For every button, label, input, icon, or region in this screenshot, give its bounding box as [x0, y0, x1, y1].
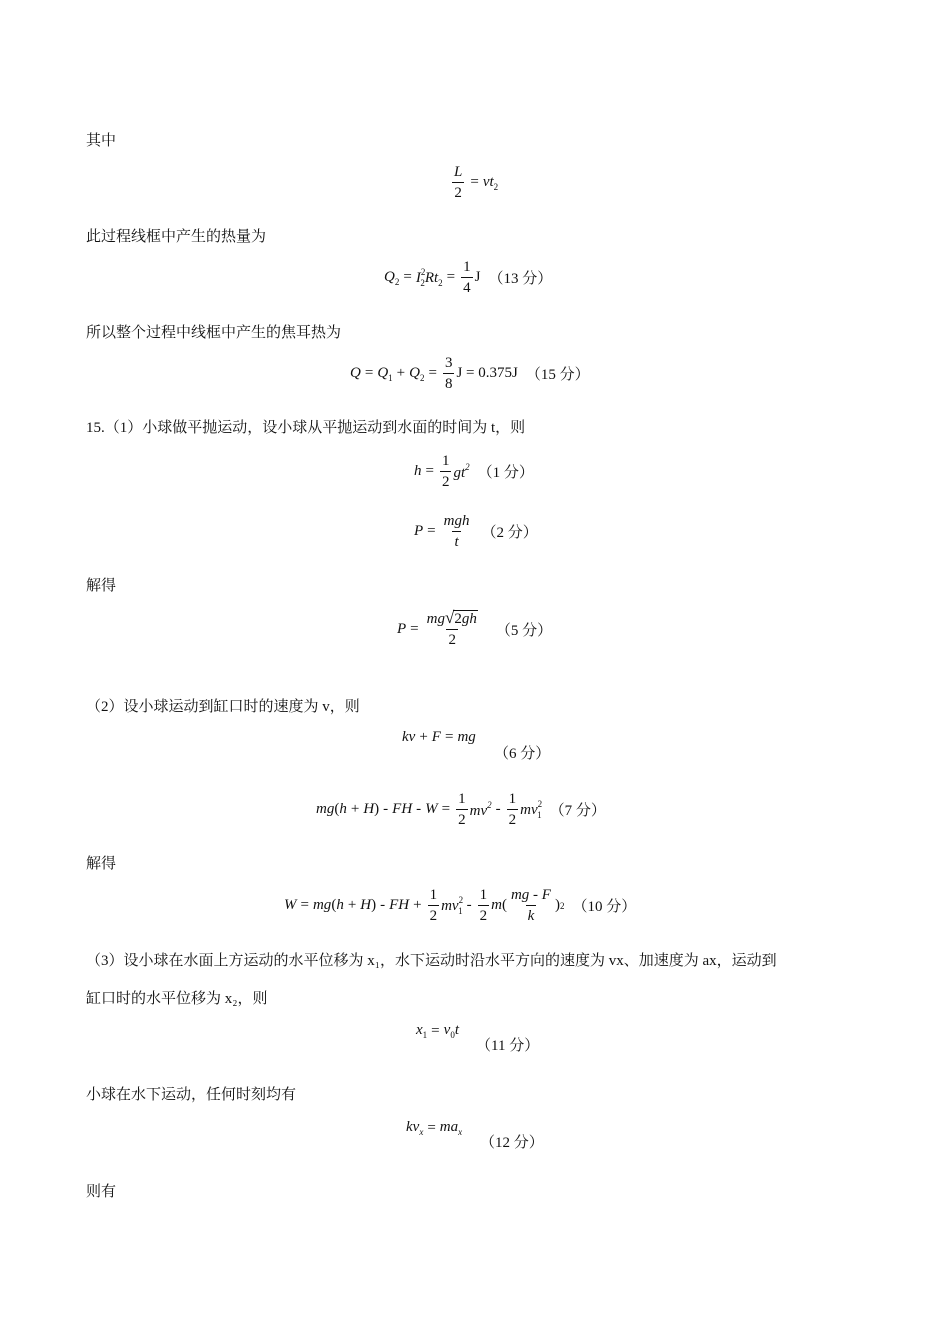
score-12: （12 分） — [480, 1135, 544, 1151]
equation-7: kv + F = mg — [402, 729, 476, 745]
equation-6: P = mg √ 2gh 2 （5 分） — [397, 608, 553, 648]
equation-11: $kv_x$ = $ma_x$ — [406, 1119, 463, 1137]
equation-10: $x_1$ = $v_0t$ — [416, 1022, 459, 1040]
text-q15-3a: （3）设小球在水面上方运动的水平位移为 x₁，水下运动时沿水平方向的速度为 vx、加速度为 ax，运动到 — [86, 953, 777, 969]
text-q15-2: （2）设小球运动到缸口时的速度为 v，则 — [86, 699, 360, 715]
text-zeyou: 则有 — [86, 1184, 117, 1200]
score-13: （13 分） — [488, 271, 553, 287]
text-underwater: 小球在水下运动，任何时刻均有 — [86, 1087, 297, 1103]
score-7: （7 分） — [549, 803, 606, 819]
equation-5: P = $\frac{\text{mgh}}{t}$ （2 分） — [414, 513, 538, 550]
score-15: （15 分） — [525, 367, 590, 383]
score-5: （5 分） — [495, 622, 553, 639]
text-jiede-2: 解得 — [86, 856, 117, 872]
score-6: （6 分） — [494, 746, 551, 762]
score-10: （10 分） — [572, 899, 637, 915]
equation-8: mg ( h + H ) - FH - W = $\frac{1}{2}$ $mv^2$ - $\frac{1}{2}$ $mv^2_1$ （7 分） — [316, 791, 606, 828]
text-jiede-1: 解得 — [86, 578, 117, 594]
equation-9: W = mg ( h + H ) - FH + $\frac{1}{2}$ $mv^2_1$ - $\frac{1}{2}$ m ( $\frac{mg - F}{k}$ ) 2 （10 分） — [284, 887, 637, 924]
text-q15-3b: 缸口时的水平位移为 x₂，则 — [86, 991, 268, 1007]
equation-2: $Q_2$ = $I^2_2Rt_2$ = $\frac{1}{4}$ J （13 分） — [384, 259, 553, 296]
text-qizhong: 其中 — [86, 133, 117, 149]
score-2: （2 分） — [481, 525, 538, 541]
score-1: （1 分） — [477, 465, 534, 481]
equation-3: Q = $Q_1$ + $Q_2$ = $\frac{3}{8}$ J = 0.375J （15 分） — [350, 355, 590, 392]
text-heat-intro: 此过程线框中产生的热量为 — [86, 229, 267, 245]
equation-4: h = $\frac{1}{2}$ $gt^2$ （1 分） — [414, 453, 534, 490]
text-total-intro: 所以整个过程中线框中产生的焦耳热为 — [86, 325, 342, 341]
score-11: （11 分） — [476, 1038, 540, 1054]
equation-1: $\frac{L}{2}$ = $vt_2$ — [454, 164, 499, 201]
text-q15-1: 15.（1）小球做平抛运动，设小球从平抛运动到水面的时间为 t，则 — [86, 420, 526, 436]
